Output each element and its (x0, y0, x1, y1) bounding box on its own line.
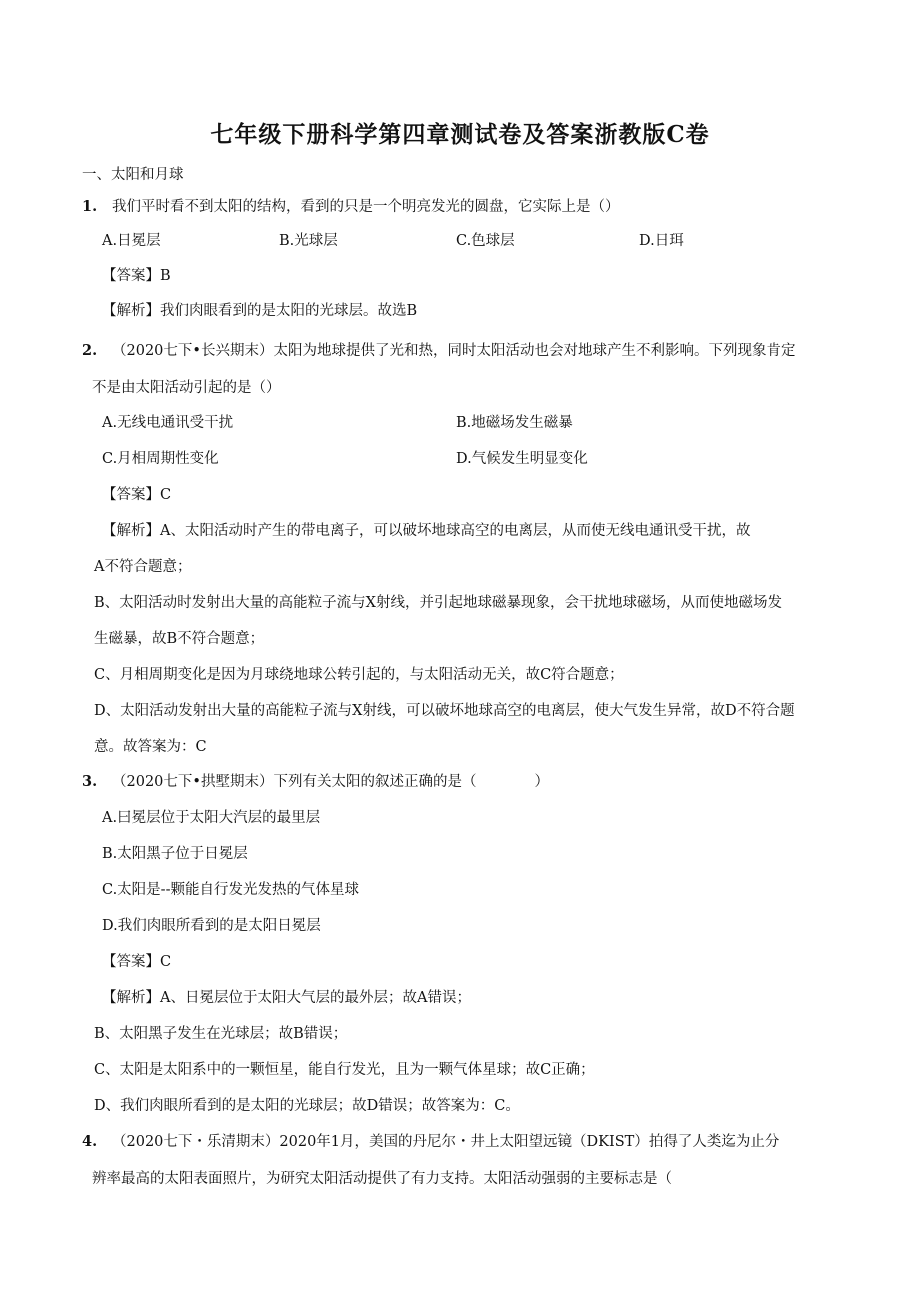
question-3-option-b: B.太阳黑子位于日冕层 (102, 846, 248, 862)
question-3-option-c: C.太阳是--颗能自行发光发热的气体星球 (102, 882, 359, 898)
question-4-stem (82, 1132, 779, 1152)
question-2-analysis-line7: 意。故答案为：C (94, 739, 207, 755)
question-2-text-line2: 不是由太阳活动引起的是（） (92, 380, 281, 396)
question-2-option-b: B.地磁场发生磁暴 (456, 415, 573, 431)
question-1-option-b: B.光球层 (279, 233, 338, 249)
question-3-answer: 【答案】C (102, 954, 172, 970)
question-2-option-a: A.无线电通讯受干扰 (102, 415, 234, 431)
question-1-option-d: D.日珥 (639, 233, 684, 249)
question-2-analysis-line5: C、月相周期变化是因为月球绕地球公转引起的，与太阳活动无关，故C符合题意； (94, 667, 624, 683)
question-3-analysis-line1: 【解析】A、日冕层位于太阳大气层的最外层；故A错误； (102, 990, 471, 1006)
document-title: 七年级下册科学第四章测试卷及答案浙教版C卷 (210, 121, 710, 148)
question-3-option-d: D.我们肉眼所看到的是太阳日冕层 (102, 918, 321, 934)
question-3-stem (82, 772, 549, 792)
question-1-analysis: 【解析】我们肉眼看到的是太阳的光球层。故选B (102, 303, 418, 319)
question-1-answer: 【答案】B (102, 268, 171, 284)
question-3-text: （2020七下•拱墅期末）下列有关太阳的叙述正确的是（ ） (112, 774, 549, 790)
question-4-number: 4. (82, 1133, 98, 1150)
question-2-analysis-line1: 【解析】A、太阳活动时产生的带电离子，可以破坏地球高空的电离层，从而使无线电通讯受干扰，故 (102, 523, 751, 539)
question-2-option-d: D.气候发生明显变化 (456, 451, 588, 467)
question-2-analysis-line4: 生磁暴，故B不符合题意； (94, 631, 265, 647)
question-2-text-line1: （2020七下•长兴期末）太阳为地球提供了光和热，同时太阳活动也会对地球产生不利影响。下列现象肯定 (112, 343, 796, 359)
question-2-analysis-line6: D、太阳活动发射出大量的高能粒子流与X射线，可以破坏地球高空的电离层，使大气发生异常，故D不符合题 (94, 703, 795, 719)
question-3-analysis-line3: C、太阳是太阳系中的一颗恒星，能自行发光，且为一颗气体星球；故C正确； (94, 1062, 595, 1078)
question-4-text-line2: 辨率最高的太阳表面照片，为研究太阳活动提供了有力支持。太阳活动强弱的主要标志是（ (92, 1171, 672, 1187)
question-2-analysis-line3: B、太阳活动时发射出大量的高能粒子流与X射线，并引起地球磁暴现象，会干扰地球磁场，从而使地磁场发 (94, 595, 782, 611)
question-4-text-line1: （2020七下・乐清期末）2020年1月，美国的丹尼尔・井上太阳望远镜（DKIST）拍得了人类迄为止分 (112, 1134, 780, 1150)
question-2-stem (82, 341, 795, 361)
question-1-option-c: C.色球层 (456, 233, 515, 249)
question-2-number: 2. (82, 342, 98, 359)
section-heading: 一、太阳和月球 (82, 167, 184, 183)
question-1-option-a: A.日冕层 (102, 233, 161, 249)
question-2-analysis-line2: A不符合题意； (94, 559, 192, 575)
question-2-option-c: C.月相周期性变化 (102, 451, 219, 467)
question-1-text: 我们平时看不到太阳的结构，看到的只是一个明亮发光的圆盘，它实际上是（） (112, 199, 620, 215)
question-3-analysis-line2: B、太阳黑子发生在光球层；故B错误； (94, 1026, 348, 1042)
question-1-stem (82, 197, 620, 217)
question-3-option-a: A.曰冕层位于太阳大汽层的最里层 (102, 810, 321, 826)
question-3-number: 3. (82, 773, 98, 790)
question-3-analysis-line4: D、我们肉眼所看到的是太阳的光球层；故D错误；故答案为：C。 (94, 1098, 520, 1114)
question-2-answer: 【答案】C (102, 487, 172, 503)
question-1-number: 1. (82, 198, 98, 215)
